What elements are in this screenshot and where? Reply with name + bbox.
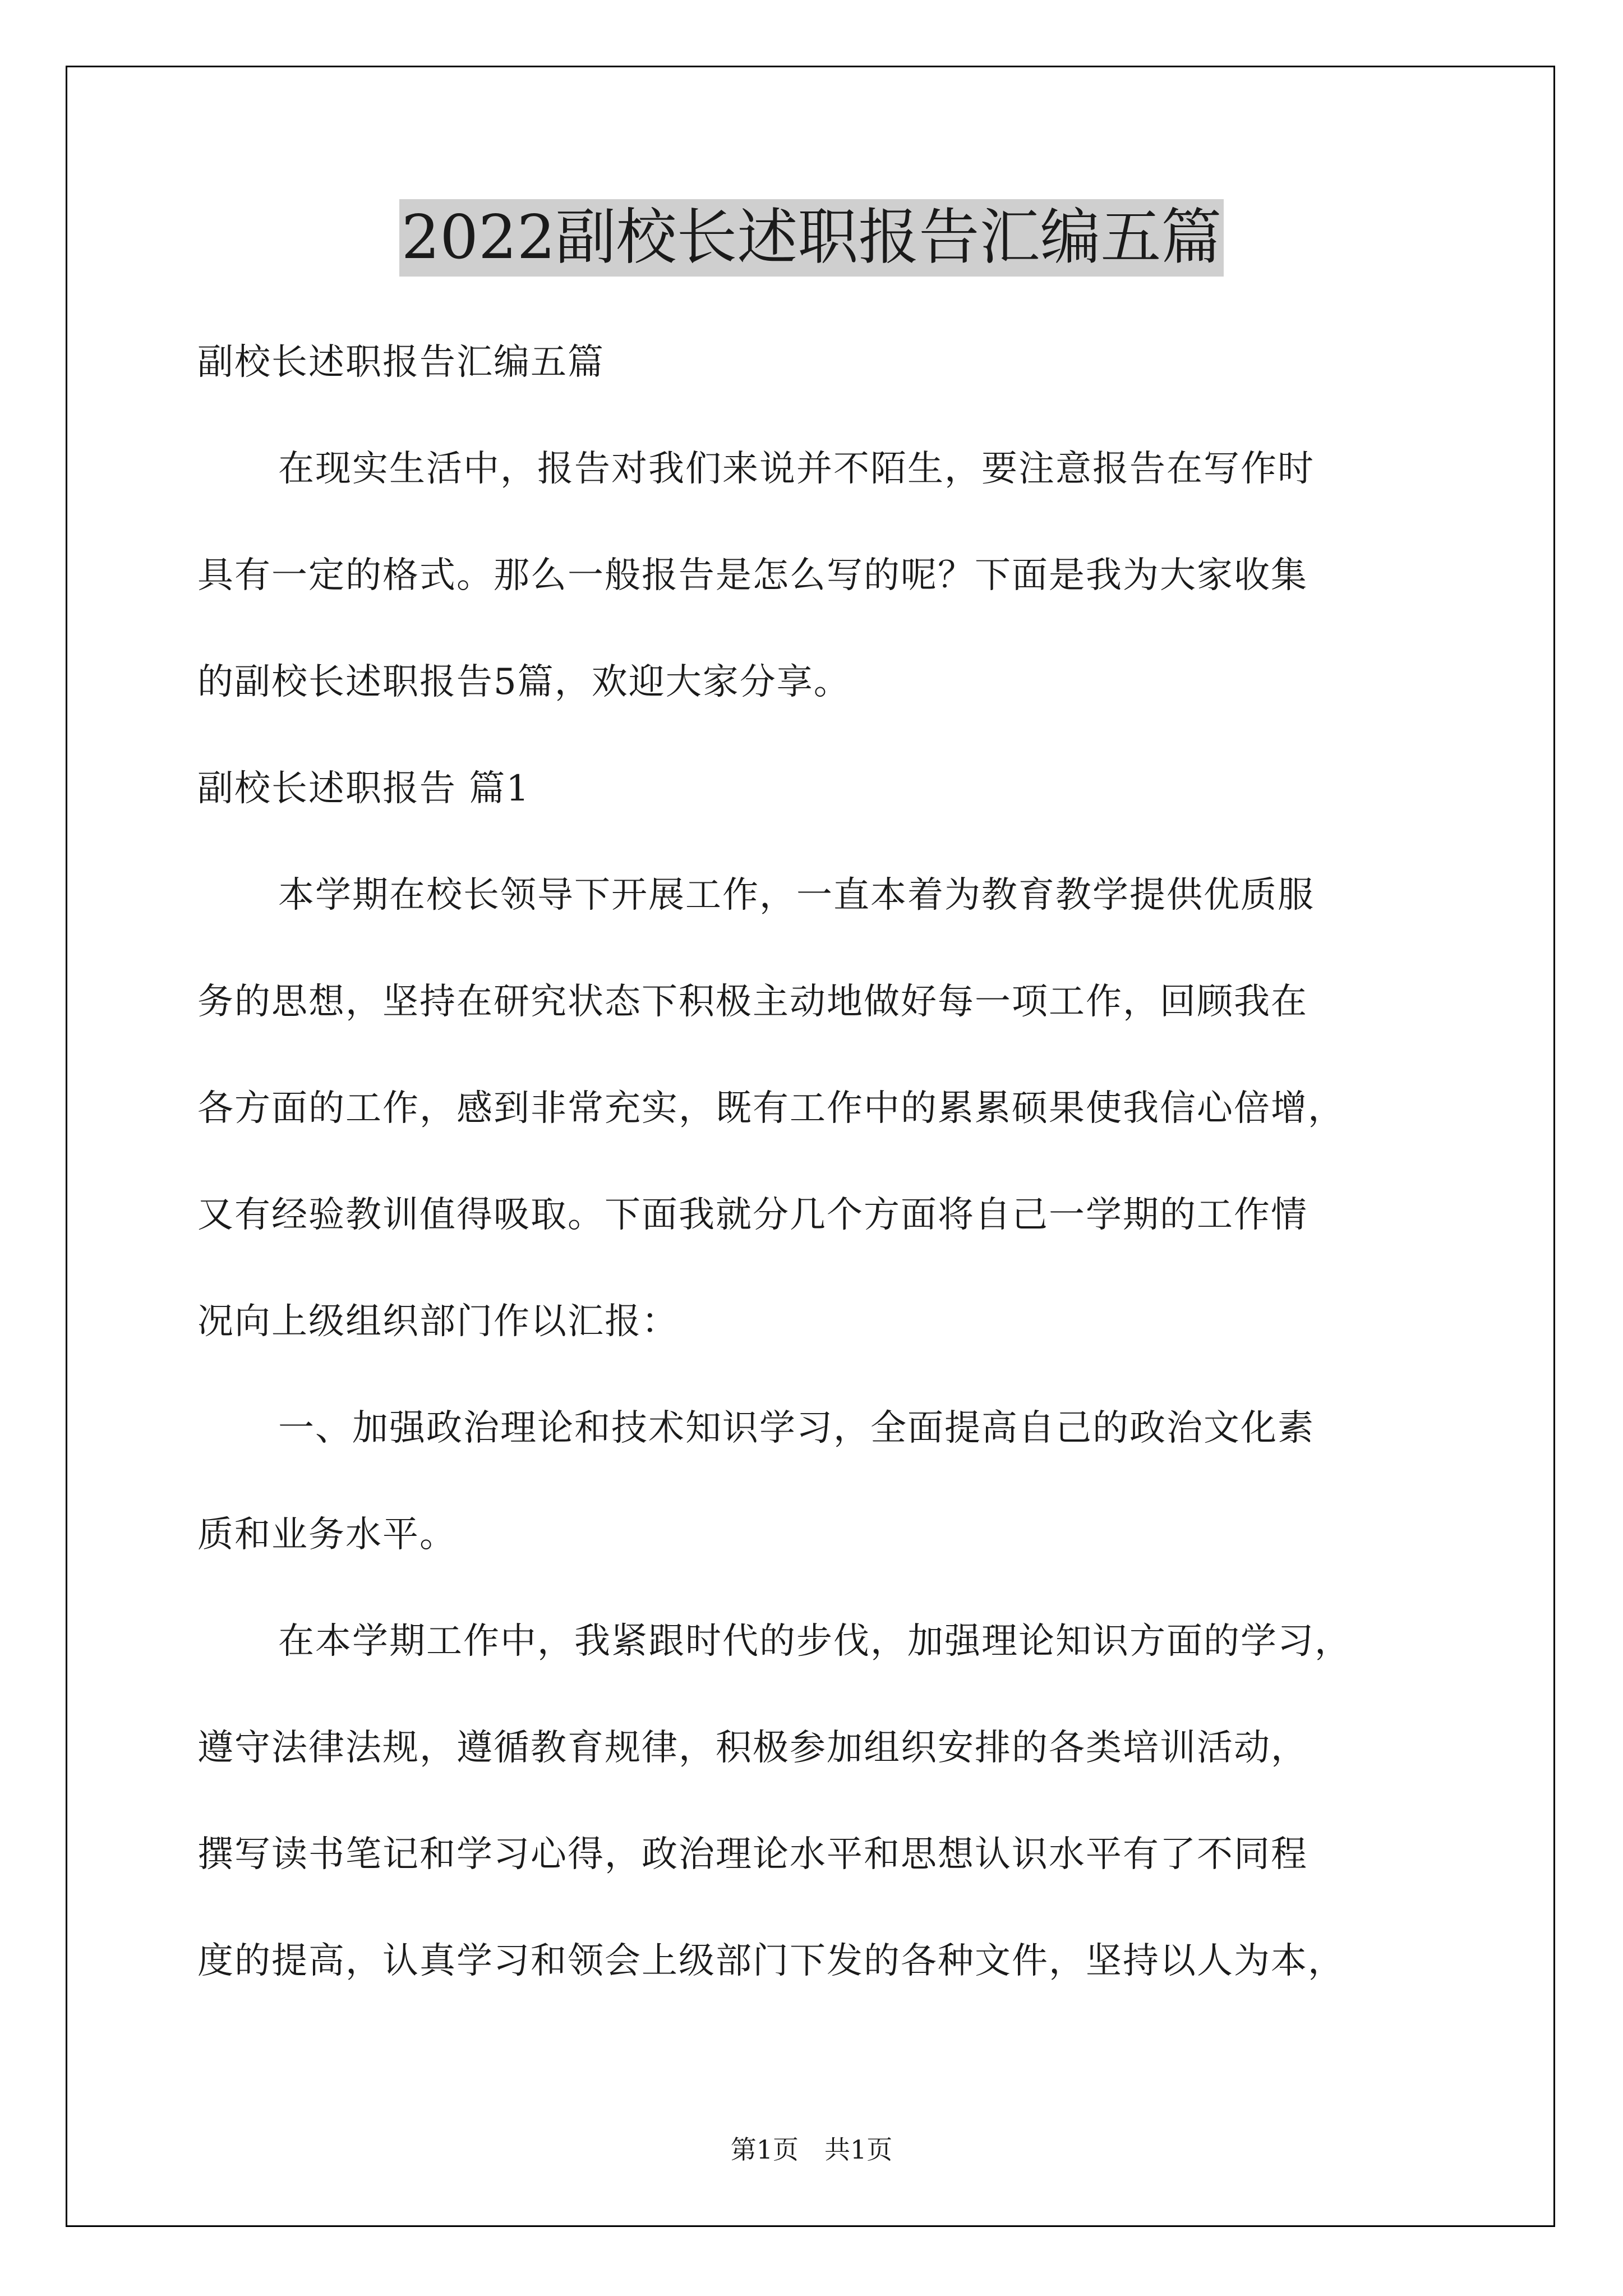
page-footer: 第1页 共1页 xyxy=(730,2134,893,2165)
document-body xyxy=(197,309,1431,2014)
document-title: 2022副校长述职报告汇编五篇 xyxy=(399,199,1224,277)
paragraph-line: 质和业务水平。 xyxy=(197,1514,457,1556)
paragraph-line: 的副校长述职报告5篇，欢迎大家分享。 xyxy=(197,661,851,703)
paragraph-line: 在现实生活中，报告对我们来说并不陌生，要注意报告在写作时 xyxy=(278,448,1315,490)
paragraph-line: 一、加强政治理论和技术知识学习，全面提高自己的政治文化素 xyxy=(278,1407,1315,1449)
paragraph-line: 又有经验教训值得吸取。下面我就分几个方面将自己一学期的工作情 xyxy=(197,1194,1308,1236)
paragraph-line: 况向上级组织部门作以汇报： xyxy=(197,1301,679,1342)
paragraph-line: 度的提高，认真学习和领会上级部门下发的各种文件，坚持以人为本， xyxy=(197,1940,1345,1982)
title-area xyxy=(0,199,1623,277)
paragraph-line: 务的思想，坚持在研究状态下积极主动地做好每一项工作，回顾我在 xyxy=(197,981,1308,1023)
paragraph-line: 本学期在校长领导下开展工作，一直本着为教育教学提供优质服 xyxy=(278,875,1315,916)
subtitle-line: 副校长述职报告汇编五篇 xyxy=(197,342,605,383)
paragraph-line: 具有一定的格式。那么一般报告是怎么写的呢？下面是我为大家收集 xyxy=(197,555,1308,596)
paragraph-line: 在本学期工作中，我紧跟时代的步伐，加强理论知识方面的学习， xyxy=(278,1621,1352,1662)
paragraph-line: 撰写读书笔记和学习心得，政治理论水平和思想认识水平有了不同程 xyxy=(197,1834,1308,1875)
section-heading: 副校长述职报告 篇1 xyxy=(197,768,531,809)
paragraph-line: 各方面的工作，感到非常充实，既有工作中的累累硕果使我信心倍增， xyxy=(197,1088,1345,1129)
paragraph-line: 遵守法律法规，遵循教育规律，积极参加组织安排的各类培训活动， xyxy=(197,1727,1308,1769)
